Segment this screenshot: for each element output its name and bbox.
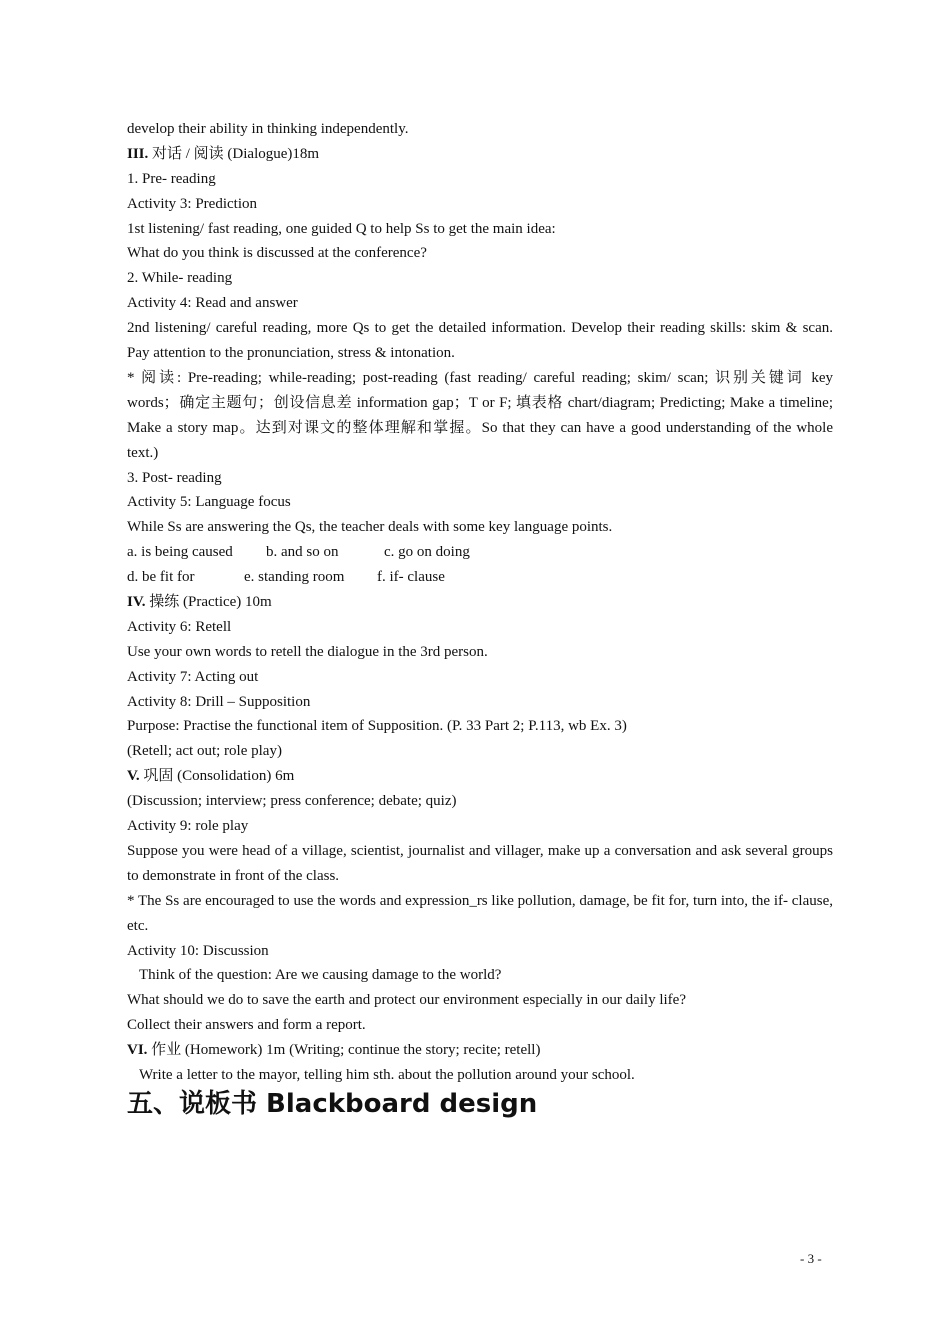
language-point: a. is being caused: [127, 544, 233, 561]
text-line: Think of the question: Are we causing damage to the world?: [139, 967, 502, 984]
text-line: Activity 7: Acting out: [127, 668, 259, 685]
text-line: 1st listening/ fast reading, one guided Q to help Ss to get the main idea:: [127, 220, 556, 237]
text-line: What do you think is discussed at the conference?: [127, 245, 427, 262]
language-point: e. standing room: [244, 569, 345, 586]
section-number: III.: [127, 145, 149, 162]
text-line: Activity 3: Prediction: [127, 195, 257, 212]
paragraph: * 阅读: Pre-reading; while-reading; post-reading (fast reading/ careful reading; skim/ scan; 识别关键词 key words；确定主题句；创设信息差 information gap；T or F; 填表格 chart/diagram; Predicting; Make a timeline; Make a story map。达到对课文的整体理解和掌握。So that they can have a good understanding of the whole text.): [127, 369, 833, 461]
page-number: - 3 -: [800, 1251, 822, 1266]
text-line: What should we do to save the earth and protect our environment especially in our daily life?: [127, 992, 686, 1009]
language-point: b. and so on: [266, 544, 339, 561]
document-body: [127, 117, 833, 1120]
section-heading-dialogue: [127, 142, 833, 167]
section-number: V.: [127, 768, 140, 785]
text-line: (Discussion; interview; press conference; debate; quiz): [127, 793, 457, 810]
text-line: While Ss are answering the Qs, the teacher deals with some key language points.: [127, 519, 613, 536]
language-points-row: [127, 540, 833, 565]
text-line: 3. Post- reading: [127, 469, 222, 486]
text-line: Activity 6: Retell: [127, 618, 232, 635]
section-title: 对话 / 阅读 (Dialogue)18m: [148, 145, 320, 162]
section-title: 作业 (Homework) 1m (Writing; continue the story; recite; retell): [147, 1042, 541, 1059]
section-title: 操练 (Practice) 10m: [145, 594, 272, 611]
text-line: 2. While- reading: [127, 270, 233, 287]
blackboard-design-heading: 五、说板书 Blackboard design: [127, 1088, 538, 1119]
text-line: Activity 10: Discussion: [127, 942, 269, 959]
text-line: Write a letter to the mayor, telling him sth. about the pollution around your school.: [139, 1067, 635, 1083]
text-line: Activity 4: Read and answer: [127, 295, 298, 312]
text-line: Purpose: Practise the functional item of Supposition. (P. 33 Part 2; P.113, wb Ex. 3): [127, 718, 627, 735]
text-line: Activity 9: role play: [127, 818, 249, 835]
section-heading-consolidation: [127, 764, 833, 789]
text-line: Collect their answers and form a report.: [127, 1017, 366, 1034]
paragraph: 2nd listening/ careful reading, more Qs to get the detailed information. Develop their reading skills: skim & scan. Pay attention to the pronunciation, stress & intonation.: [127, 320, 833, 362]
text-line: develop their ability in thinking independently.: [127, 121, 409, 137]
language-point: f. if- clause: [377, 569, 445, 586]
section-heading-practice: [127, 590, 833, 615]
text-line: 1. Pre- reading: [127, 170, 216, 187]
language-point: c. go on doing: [384, 544, 470, 561]
section-number: VI.: [127, 1042, 148, 1059]
section-heading-homework: [127, 1038, 833, 1063]
section-number: IV.: [127, 594, 146, 611]
text-line: Activity 8: Drill – Supposition: [127, 693, 311, 710]
text-line: Use your own words to retell the dialogue in the 3rd person.: [127, 643, 488, 660]
section-title: 巩固 (Consolidation) 6m: [139, 768, 295, 785]
text-line: (Retell; act out; role play): [127, 743, 282, 760]
paragraph: * The Ss are encouraged to use the words and expression_rs like pollution, damage, be fit for, turn into, the if- clause, etc.: [127, 892, 833, 934]
language-point: d. be fit for: [127, 569, 195, 586]
paragraph: Suppose you were head of a village, scientist, journalist and villager, make up a conversation and ask several groups to demonstrate in front of the class.: [127, 842, 833, 884]
text-line: Activity 5: Language focus: [127, 494, 291, 511]
language-points-row: [127, 565, 833, 590]
